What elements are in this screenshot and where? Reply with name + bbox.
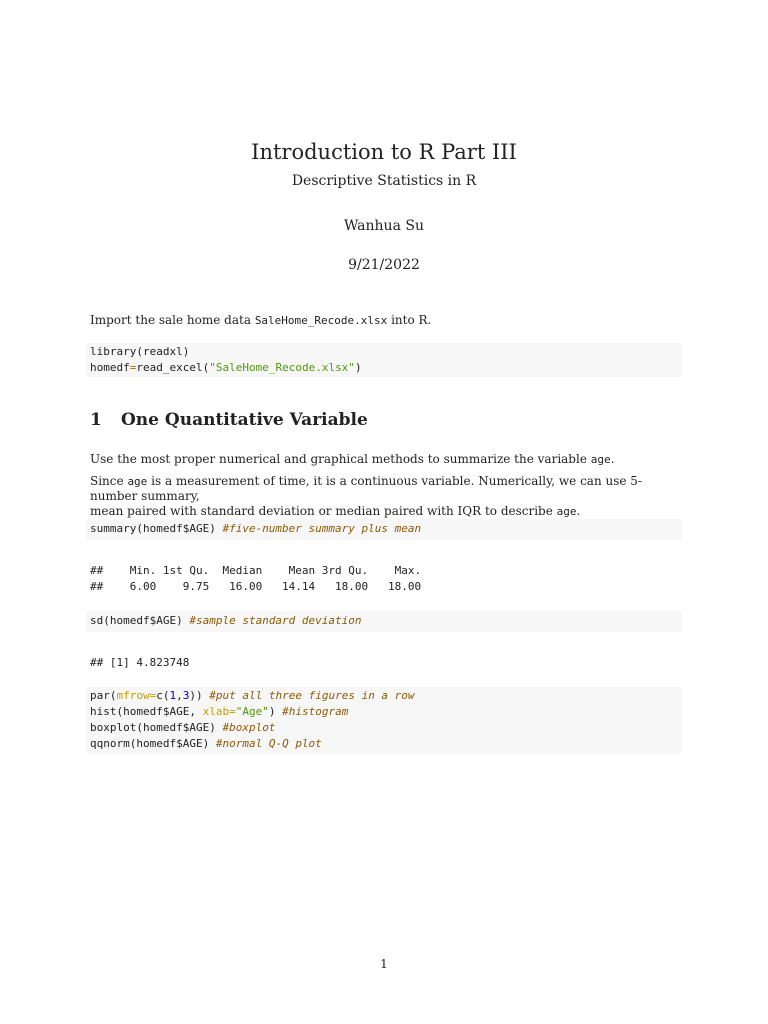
code-text: ) [354,361,362,374]
code-string: "Age" [235,705,269,718]
intro-paragraph [90,313,682,328]
code-comment: #put all three figures in a row [209,689,415,702]
output-sd [90,655,189,671]
code-text: par( [90,689,117,702]
code-line [90,613,678,629]
paragraph-text: . [610,452,615,466]
code-block-plots [86,687,682,754]
output-line: ## 6.00 9.75 16.00 14.14 18.00 18.00 [90,580,428,593]
output-summary [90,563,428,595]
code-comment: #boxplot [222,721,276,734]
code-string: "SaleHome_Recode.xlsx" [209,361,355,374]
paragraph-summarize [90,452,682,467]
code-comment: #normal Q-Q plot [215,737,322,750]
code-text: ) [268,705,283,718]
output-line: ## [1] 4.823748 [90,656,190,669]
paragraph-text: mean paired with standard deviation or median paired with IQR to describe [90,504,557,518]
code-argument: mfrow= [116,689,157,702]
section-title: One Quantitative Variable [121,410,368,430]
paragraph-age-description [90,474,682,519]
code-text: library(readxl) [90,345,190,358]
code-text: summary(homedf$AGE) [90,522,223,535]
code-text: )) [189,689,210,702]
section-number: 1 [90,410,102,430]
code-text: boxplot(homedf$AGE) [90,721,223,734]
paragraph-text: is a measurement of time, it is a continuous variable. Numerically, we can use 5-number summary, [90,474,642,503]
code-text: c( [156,689,170,702]
code-comment: #histogram [282,705,349,718]
code-line [90,360,678,376]
code-line [90,720,678,736]
code-block-sd [86,611,682,632]
code-line [90,521,678,537]
code-text: , [176,689,183,702]
code-text: qqnorm(homedf$AGE) [90,737,216,750]
inline-code: age [127,475,148,488]
code-line [90,736,678,752]
intro-filename: SaleHome_Recode.xlsx [254,314,388,327]
code-text: read_excel( [136,361,210,374]
code-block-summary [86,519,682,540]
code-text: sd(homedf$AGE) [90,614,190,627]
output-line: ## Min. 1st Qu. Median Mean 3rd Qu. Max. [90,564,428,577]
intro-text-after: into R. [387,313,432,327]
page-number: 1 [380,957,388,971]
document-author: Wanhua Su [344,218,424,234]
inline-code: age [556,505,577,518]
code-argument: xlab= [202,705,236,718]
code-comment: #five-number summary plus mean [222,522,422,535]
document-subtitle: Descriptive Statistics in R [291,173,477,189]
code-operator: = [129,361,137,374]
paragraph-text: Use the most proper numerical and graphical methods to summarize the variable [90,452,591,466]
code-text: hist(homedf$AGE, [90,705,203,718]
code-comment: #sample standard deviation [189,614,362,627]
intro-text-before: Import the sale home data [90,313,255,327]
code-line [90,688,678,704]
section-heading [90,409,368,431]
code-line [90,344,678,360]
code-line [90,704,678,720]
inline-code: age [590,453,611,466]
code-text: homedf [90,361,130,374]
code-number: 3 [182,689,190,702]
code-block-import [86,343,682,377]
paragraph-text: Since [90,474,128,488]
code-number: 1 [169,689,177,702]
document-date: 9/21/2022 [348,257,420,273]
paragraph-text: . [576,504,581,518]
document-title: Introduction to R Part III [251,140,517,164]
